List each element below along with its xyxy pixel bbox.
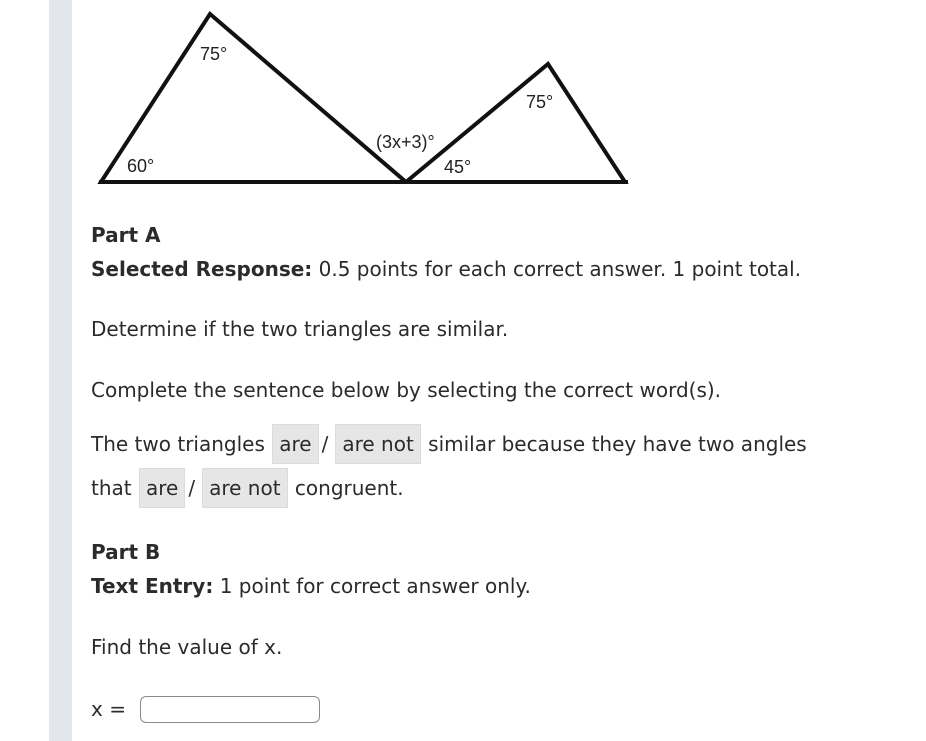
sentence-line-2 <box>91 468 404 508</box>
sentence-line-1 <box>91 424 807 464</box>
x-answer-input[interactable] <box>140 696 320 723</box>
choice-2-are[interactable]: are <box>139 468 185 508</box>
choice-1-are-not[interactable]: are not <box>335 424 420 464</box>
choice-2-are-not[interactable]: are not <box>202 468 287 508</box>
triangles-diagram <box>0 0 926 200</box>
choice-2-slash: / <box>188 476 196 500</box>
part-b-instruction: Find the value of x. <box>91 635 283 659</box>
right-triangle-left-angle-label: 45° <box>444 157 472 177</box>
part-b-scoring <box>91 574 531 598</box>
part-b-heading: Part B <box>91 540 161 564</box>
choice-1-slash: / <box>321 432 329 456</box>
sentence-part-1: The two triangles <box>91 432 272 456</box>
sentence-part-4: congruent. <box>288 476 404 500</box>
right-triangle <box>406 64 625 182</box>
left-triangle-right-angle-label: (3x+3)° <box>376 132 435 152</box>
part-a-heading: Part A <box>91 223 161 247</box>
right-triangle-top-angle-label: 75° <box>526 92 554 112</box>
x-input-label: x = <box>91 697 126 721</box>
choice-1-are[interactable]: are <box>272 424 318 464</box>
sentence-part-2: similar because they have two angles <box>421 432 807 456</box>
left-triangle-left-angle-label: 60° <box>127 156 155 176</box>
part-b-scoring-label: Text Entry: <box>91 574 214 598</box>
part-a-instruction-2: Complete the sentence below by selecting the correct word(s). <box>91 378 722 402</box>
sentence-part-3: that <box>91 476 138 500</box>
part-a-scoring <box>91 257 801 281</box>
part-a-scoring-text: 0.5 points for each correct answer. 1 point total. <box>312 257 802 281</box>
part-a-instruction-1: Determine if the two triangles are similar. <box>91 317 509 341</box>
part-a-scoring-label: Selected Response: <box>91 257 313 281</box>
part-b-scoring-text: 1 point for correct answer only. <box>213 574 531 598</box>
left-triangle-top-angle-label: 75° <box>200 44 228 64</box>
